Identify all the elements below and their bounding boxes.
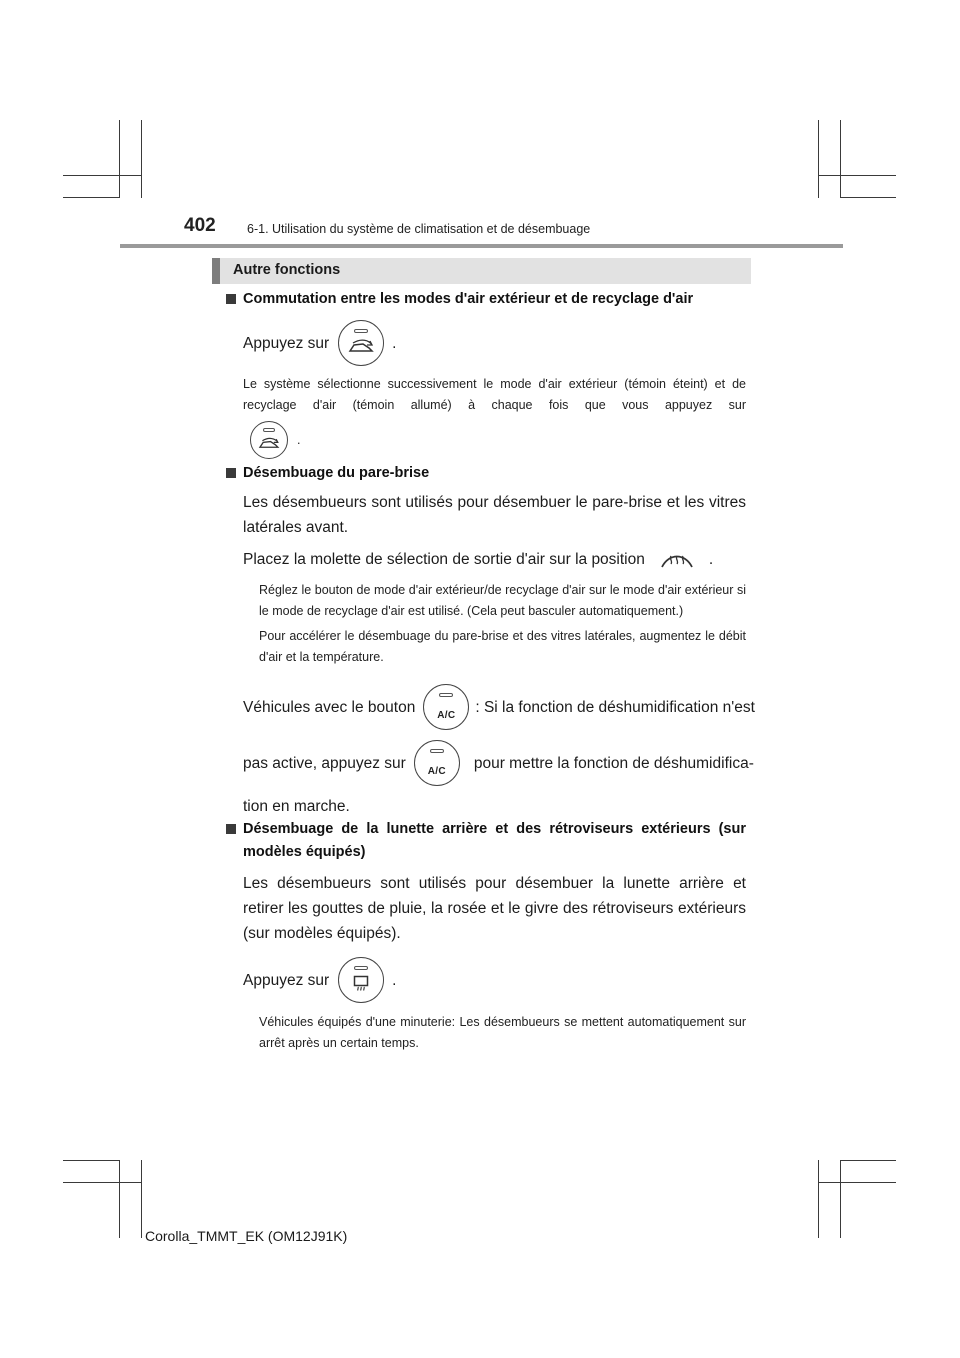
indicator-led — [354, 966, 368, 970]
crop-mark — [63, 1182, 141, 1183]
ac-line1: Véhicules avec le bouton A/C : Si la fonction de déshumidification n'est — [243, 682, 746, 732]
air-recirculation-button[interactable] — [338, 320, 384, 366]
air-recirculation-button-small[interactable] — [250, 421, 288, 459]
indicator-led — [439, 693, 453, 697]
rear-section — [243, 818, 746, 1054]
crop-mark — [818, 120, 819, 198]
bullet-square — [226, 468, 236, 478]
section-title: Autre fonctions — [233, 262, 341, 278]
footer-document-id: Corolla_TMMT_EK (OM12J91K) — [145, 1228, 348, 1244]
rear-defogger-icon — [353, 975, 369, 991]
indicator-led — [263, 428, 275, 432]
rear-heading: Désembuage de la lunette arrière et des rétroviseurs extérieurs (sur modèles équipés) — [243, 818, 746, 864]
recirc-section — [243, 288, 746, 460]
recirc-instruction: Appuyez sur . — [243, 319, 746, 367]
crop-mark — [141, 120, 142, 198]
crop-mark — [63, 175, 141, 176]
ac-line2: pas active, appuyez sur A/C pour mettre la fonction de déshumidifica- — [243, 738, 746, 788]
bullet-square — [226, 294, 236, 304]
windshield-para2: Placez la molette de sélection de sortie d'air sur la position . — [243, 546, 746, 572]
windshield-para1: Les désembueurs sont utilisés pour désembuer le pare-brise et les vitres latérales avant. — [243, 494, 746, 536]
rear-defogger-button[interactable] — [338, 957, 384, 1003]
ac-line3: tion en marche. — [243, 798, 350, 815]
ac-button-label: A/C — [427, 766, 446, 777]
air-recirculation-icon — [251, 437, 286, 451]
crop-mark — [840, 1160, 896, 1161]
crop-mark — [141, 1160, 142, 1238]
rear-para1: Les désembueurs sont utilisés pour désembuer la lunette arrière et retirer les gouttes de pluie, la rosée et le givre des rétroviseurs extérieurs (sur modèles équipés). — [243, 875, 746, 942]
crop-mark — [840, 120, 841, 198]
section-header — [212, 258, 751, 284]
chapter-title: 6-1. Utilisation du système de climatisation et de désembuage — [247, 222, 591, 236]
windshield-note1: Réglez le bouton de mode d'air extérieur/de recyclage d'air sur le mode d'air extérieur si le mode de recyclage d'air est utilisé. (Cela peut basculer automatiquement.) — [259, 583, 746, 618]
crop-mark — [818, 1182, 896, 1183]
crop-mark — [818, 1160, 819, 1238]
ac-button[interactable] — [423, 684, 469, 730]
rear-instruction: Appuyez sur . — [243, 956, 746, 1004]
crop-mark — [63, 197, 119, 198]
bullet-square — [226, 824, 236, 834]
crop-mark — [840, 1160, 841, 1238]
windshield-heading: Désembuage du pare-brise — [243, 462, 746, 485]
crop-mark — [119, 1160, 120, 1238]
crop-mark — [840, 197, 896, 198]
rear-note: Véhicules équipés d'une minuterie: Les désembueurs se mettent automatiquement sur arrêt après un certain temps. — [259, 1015, 746, 1050]
indicator-led — [430, 749, 444, 753]
page-number: 402 — [184, 215, 216, 236]
recirc-heading: Commutation entre les modes d'air extérieur et de recyclage d'air — [243, 288, 746, 311]
crop-mark — [818, 175, 896, 176]
recirc-note: Le système sélectionne successivement le mode d'air extérieur (témoin éteint) et de recyclage d'air (témoin allumé) à chaque fois que vous appuyez sur — [243, 377, 746, 412]
crop-mark — [119, 120, 120, 198]
indicator-led — [354, 329, 368, 333]
ac-button[interactable] — [414, 740, 460, 786]
header-divider — [120, 244, 843, 248]
crop-mark — [63, 1160, 119, 1161]
recirc-note-end: . — [243, 420, 746, 460]
windshield-defroster-icon — [659, 548, 695, 570]
air-recirculation-icon — [339, 339, 382, 355]
ac-button-label: A/C — [437, 710, 456, 721]
windshield-section — [243, 462, 755, 819]
windshield-note2: Pour accélérer le désembuage du pare-brise et des vitres latérales, augmentez le débit d'air et la température. — [259, 629, 746, 664]
